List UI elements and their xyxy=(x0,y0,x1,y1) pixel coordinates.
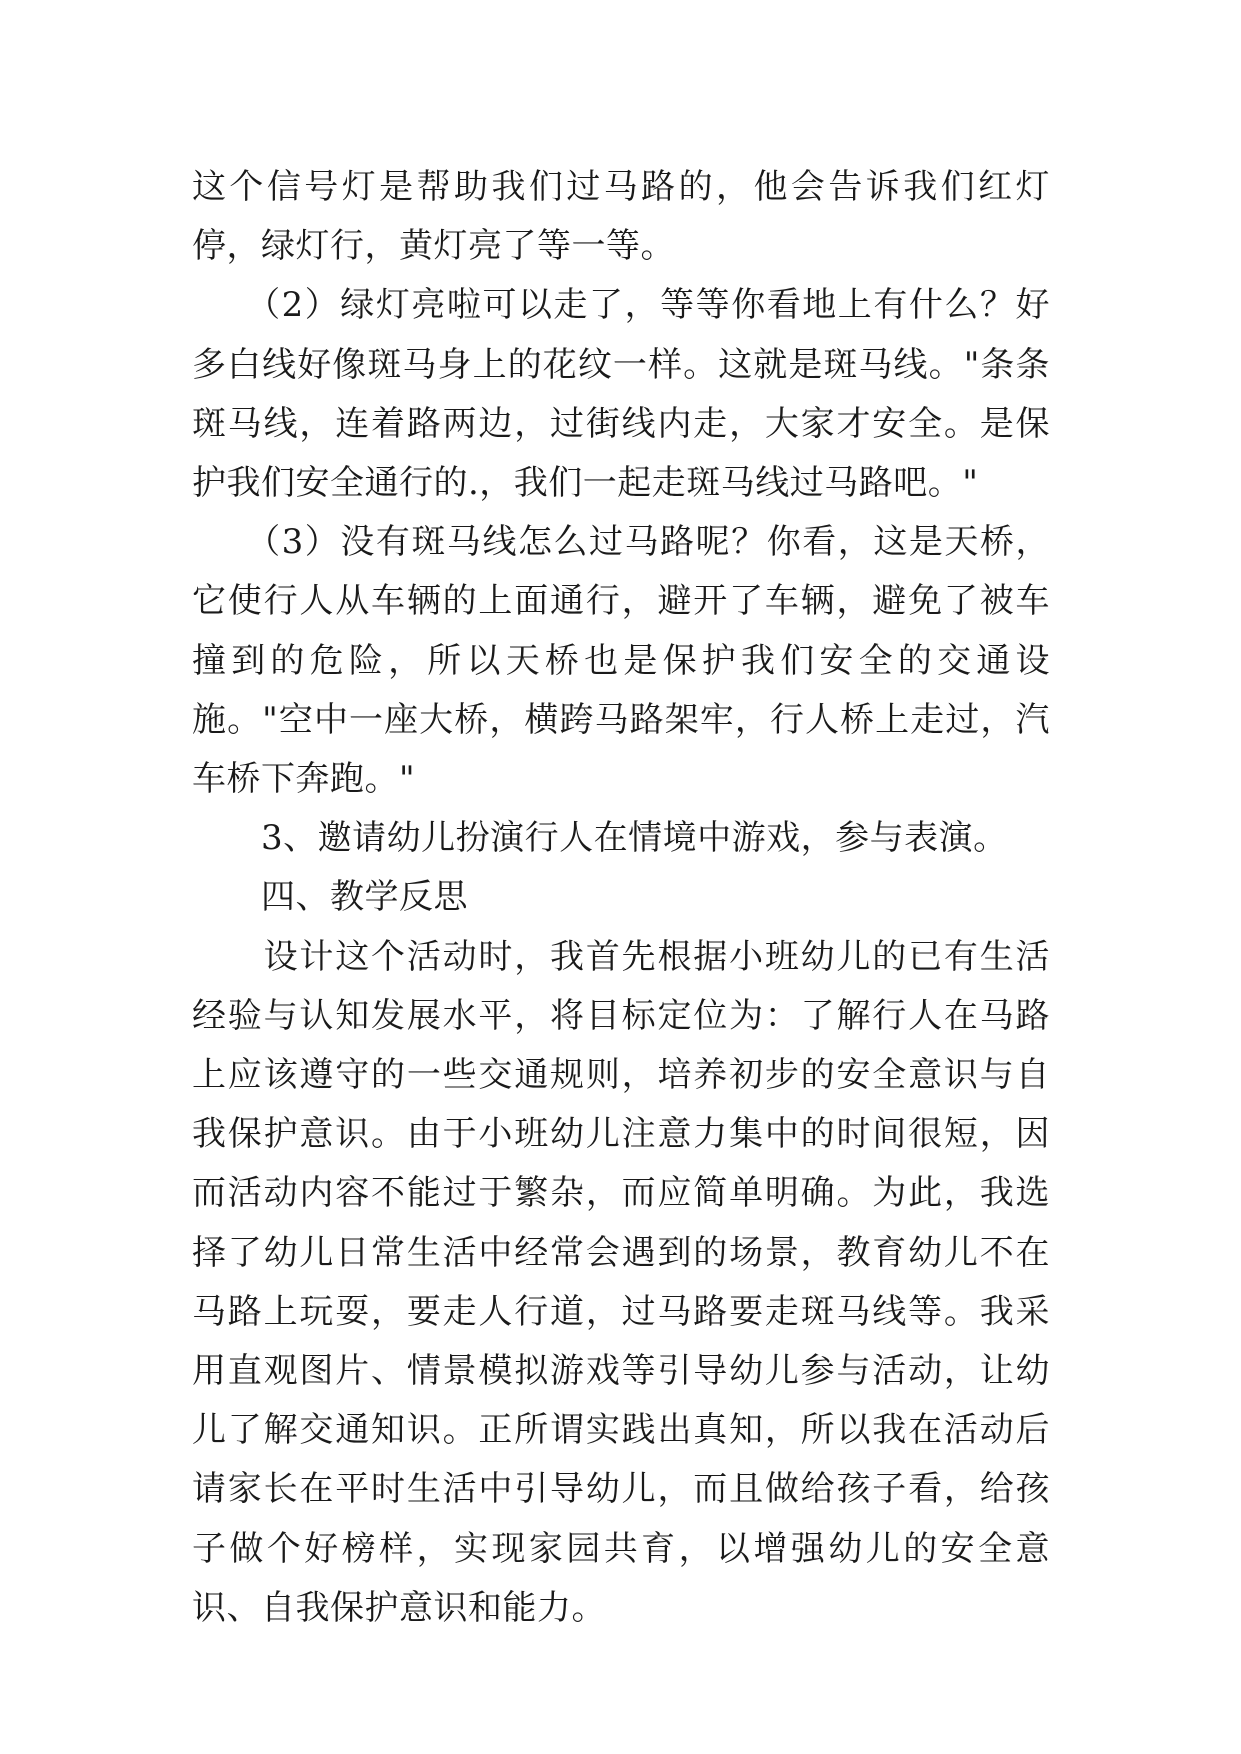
section-heading-reflection: 四、教学反思 xyxy=(192,877,468,918)
paragraph-zebra-crossing: （2）绿灯亮啦可以走了，等等你看地上有什么？好多白线好像斑马身上的花纹一样。这就是斑马线。"条条斑马线，连着路两边，过街线内走，大家才安全。是保护我们安全通行的.，我们一起走斑马线过马路吧。" xyxy=(192,285,1050,504)
paragraph-role-play: 3、邀请幼儿扮演行人在情境中游戏，参与表演。 xyxy=(192,818,1008,859)
paragraph-traffic-light: 这个信号灯是帮助我们过马路的，他会告诉我们红灯停，绿灯行，黄灯亮了等一等。 xyxy=(192,167,1050,267)
paragraph-overpass: （3）没有斑马线怎么过马路呢？你看，这是天桥，它使行人从车辆的上面通行，避开了车辆，避免了被车撞到的危险，所以天桥也是保护我们安全的交通设施。"空中一座大桥，横跨马路架牢，行人桥上走过，汽车桥下奔跑。" xyxy=(192,522,1050,800)
document-body xyxy=(192,158,1050,1638)
paragraph-reflection: 设计这个活动时，我首先根据小班幼儿的已有生活经验与认知发展水平，将目标定位为：了解行人在马路上应该遵守的一些交通规则，培养初步的安全意识与自我保护意识。由于小班幼儿注意力集中的时间很短，因而活动内容不能过于繁杂，而应简单明确。为此，我选择了幼儿日常生活中经常会遇到的场景，教育幼儿不在马路上玩耍，要走人行道，过马路要走斑马线等。我采用直观图片、情景模拟游戏等引导幼儿参与活动，让幼儿了解交通知识。正所谓实践出真知，所以我在活动后请家长在平时生活中引导幼儿，而且做给孩子看，给孩子做个好榜样，实现家园共育，以增强幼儿的安全意识、自我保护意识和能力。 xyxy=(192,936,1050,1628)
